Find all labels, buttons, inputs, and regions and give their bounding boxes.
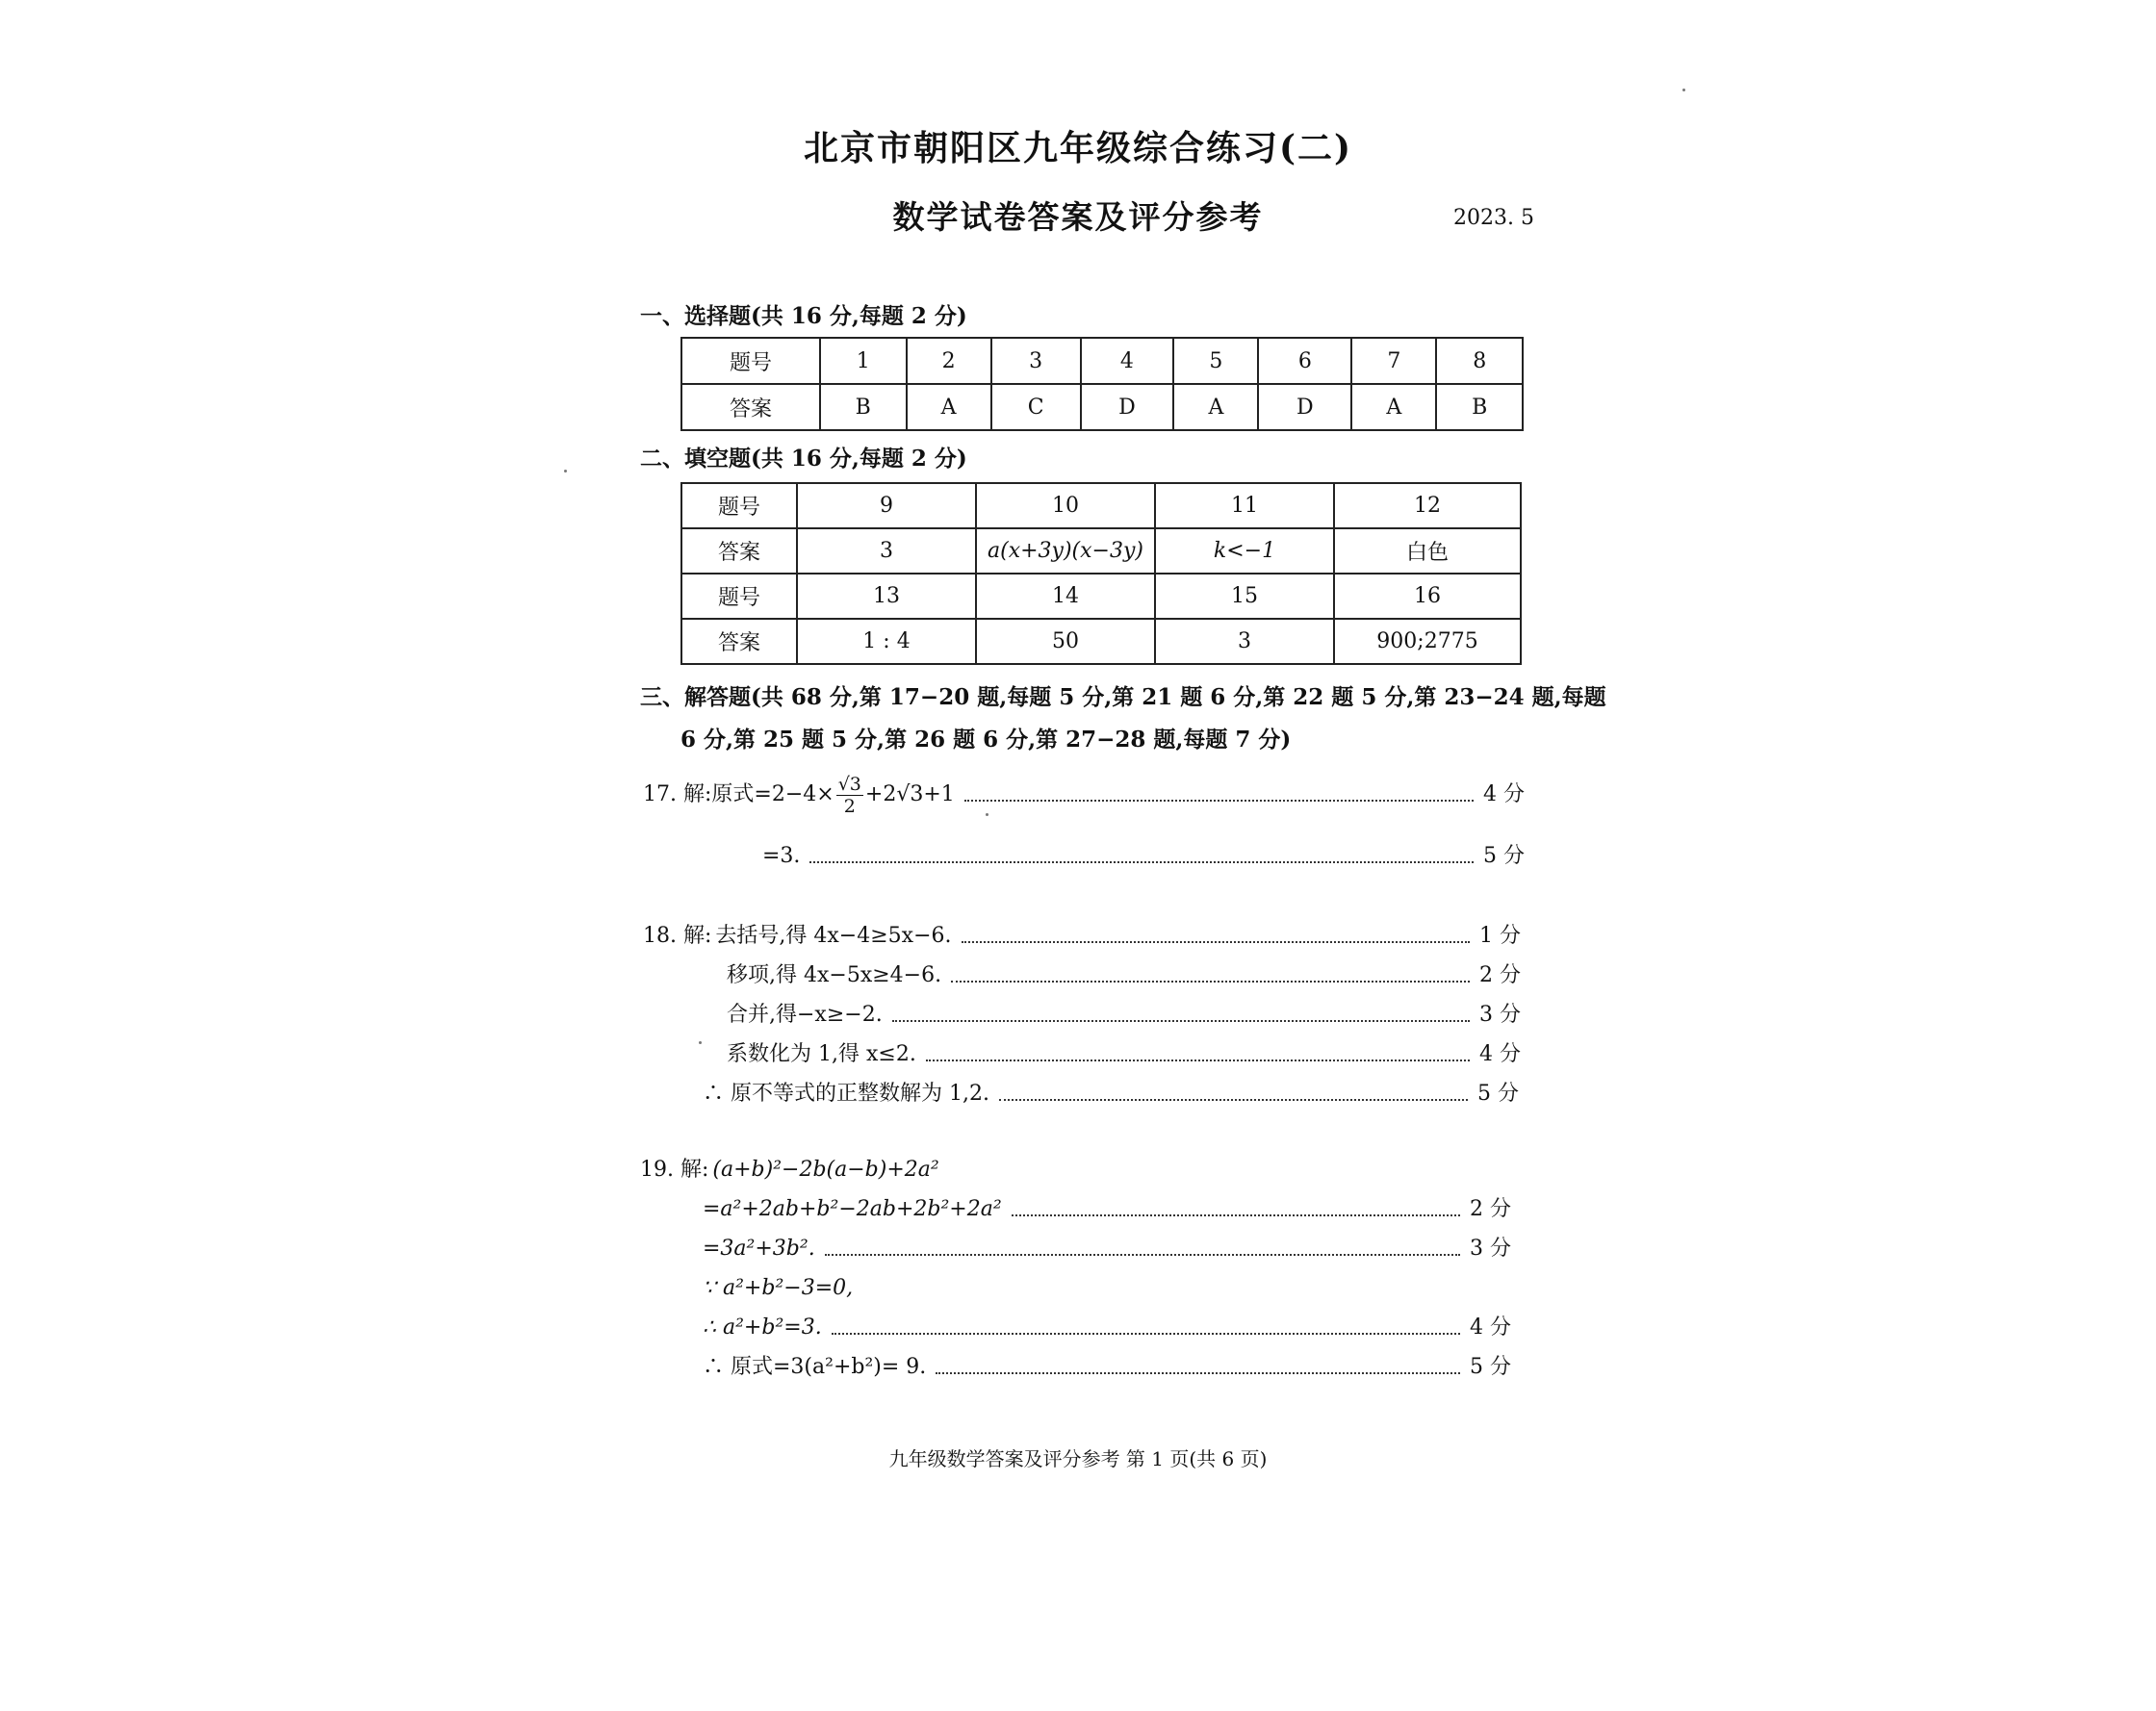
dotted-leader [962,941,1471,943]
answer-cell: 1 : 4 [797,619,976,664]
section1-heading: 一、选择题(共 16 分,每题 2 分) [640,303,967,329]
answer-cell: A [1173,384,1258,430]
section3-heading-line1: 三、解答题(共 68 分,第 17−20 题,每题 5 分,第 21 题 6 分,第 22 题 5 分,第 23−24 题,每题 [640,684,1606,710]
question-number: 13 [797,574,976,619]
question-number: 7 [1351,338,1436,384]
row-label: 题号 [681,338,820,384]
dotted-leader [999,1099,1468,1101]
scan-speck [986,813,988,816]
score-label: 4 分 [1479,1042,1521,1066]
table-row [681,528,1521,574]
table-row [681,619,1521,664]
q18-line2 [727,958,1521,993]
question-number: 9 [797,483,976,528]
multiple-choice-answer-table [680,337,1524,431]
q19-step: =3a²+3b². [703,1237,815,1261]
answer-cell: 3 [797,528,976,574]
question-number: 6 [1258,338,1351,384]
table-row [681,384,1523,430]
question-number: 16 [1334,574,1521,619]
section3-heading-line2: 6 分,第 25 题 5 分,第 26 题 6 分,第 27−28 题,每题 7 分) [680,727,1292,753]
row-label: 答案 [681,619,797,664]
row-label: 题号 [681,574,797,619]
question-number: 3 [991,338,1081,384]
row-label: 题号 [681,483,797,528]
score-label: 5 分 [1470,1355,1511,1379]
score-label: 4 分 [1483,782,1525,806]
answer-cell: 3 [1155,619,1334,664]
page-footer: 九年级数学答案及评分参考 第 1 页(共 6 页) [888,1447,1268,1470]
dotted-leader [936,1372,1460,1374]
q19-step: ∵ a²+b²−3=0, [703,1276,854,1300]
table-row [681,483,1521,528]
q19-conclusion: ∴ 原式=3(a²+b²)= 9. [703,1355,927,1379]
q17-line2 [762,839,1525,874]
dotted-leader [832,1333,1460,1335]
answer-cell: B [820,384,907,430]
q18-step: 合并,得−x≥−2. [727,1003,883,1027]
score-label: 3 分 [1470,1237,1511,1261]
answer-cell: D [1258,384,1351,430]
fraction-numerator: √3 [837,773,861,795]
fill-in-answer-table [680,482,1522,665]
q18-step: 移项,得 4x−5x≥4−6. [727,963,942,987]
q18-line1 [643,919,1521,954]
q17-result: =3. [762,844,801,868]
q19-line2 [703,1192,1511,1227]
answer-cell: 50 [976,619,1155,664]
answer-cell: 白色 [1334,528,1521,574]
q19-expression: (a+b)²−2b(a−b)+2a² [712,1158,939,1182]
dotted-leader [809,861,1474,863]
q19-line3 [703,1232,1511,1266]
score-label: 2 分 [1470,1197,1511,1221]
answer-cell: B [1436,384,1523,430]
question-number: 10 [976,483,1155,528]
answer-cell: A [907,384,991,430]
document-date: 2023. 5 [1453,206,1534,230]
q17-expr-suffix: +2√3+1 [864,782,955,806]
question-number: 15 [1155,574,1334,619]
q19-line6 [703,1350,1511,1385]
q19-label: 19. 解: [640,1158,709,1182]
answer-cell: 900;2775 [1334,619,1521,664]
score-label: 4 分 [1470,1315,1511,1340]
q19-step: ∴ a²+b²=3. [703,1315,822,1340]
question-number: 11 [1155,483,1334,528]
score-label: 5 分 [1483,844,1525,868]
q17-fraction [836,774,863,817]
answer-cell: a(x+3y)(x−3y) [976,528,1155,574]
question-number: 4 [1081,338,1174,384]
row-label: 答案 [681,384,820,430]
question-number: 1 [820,338,907,384]
document-subtitle: 数学试卷答案及评分参考 [892,198,1264,236]
answer-cell: D [1081,384,1174,430]
question-number: 2 [907,338,991,384]
q19-line1 [640,1153,1025,1187]
question-number: 5 [1173,338,1258,384]
q19-line5 [703,1311,1511,1345]
document-title: 北京市朝阳区九年级综合练习(二) [803,128,1353,168]
scan-speck [699,1041,702,1044]
answer-cell: C [991,384,1081,430]
q18-line3 [727,998,1521,1033]
table-row [681,574,1521,619]
question-number: 8 [1436,338,1523,384]
q17-label: 17. 解: [643,782,712,806]
q18-line5 [703,1077,1519,1111]
q18-conclusion: ∴ 原不等式的正整数解为 1,2. [703,1082,989,1106]
question-number: 12 [1334,483,1521,528]
q17-expr-prefix: 原式=2−4× [711,782,834,806]
q19-line4 [703,1271,991,1306]
row-label: 答案 [681,528,797,574]
score-label: 1 分 [1479,924,1521,948]
answer-cell: A [1351,384,1436,430]
q18-line4 [727,1037,1521,1072]
section2-heading: 二、填空题(共 16 分,每题 2 分) [640,446,967,472]
score-label: 2 分 [1479,963,1521,987]
score-label: 5 分 [1477,1082,1519,1106]
dotted-leader [892,1020,1470,1022]
dotted-leader [825,1254,1460,1256]
dotted-leader [1012,1214,1460,1216]
question-number: 14 [976,574,1155,619]
table-row [681,338,1523,384]
fraction-denominator: 2 [843,795,856,817]
answer-cell: k<−1 [1155,528,1334,574]
scan-speck [564,470,567,472]
dotted-leader [926,1060,1470,1061]
q18-step: 去括号,得 4x−4≥5x−6. [715,924,952,948]
dotted-leader [964,800,1474,802]
q17-line1 [643,773,1525,817]
q18-step: 系数化为 1,得 x≤2. [727,1042,916,1066]
scan-speck [1682,89,1685,91]
dotted-leader [951,981,1470,983]
q19-step: =a²+2ab+b²−2ab+2b²+2a² [703,1197,1002,1221]
q18-label: 18. 解: [643,924,712,948]
score-label: 3 分 [1479,1003,1521,1027]
